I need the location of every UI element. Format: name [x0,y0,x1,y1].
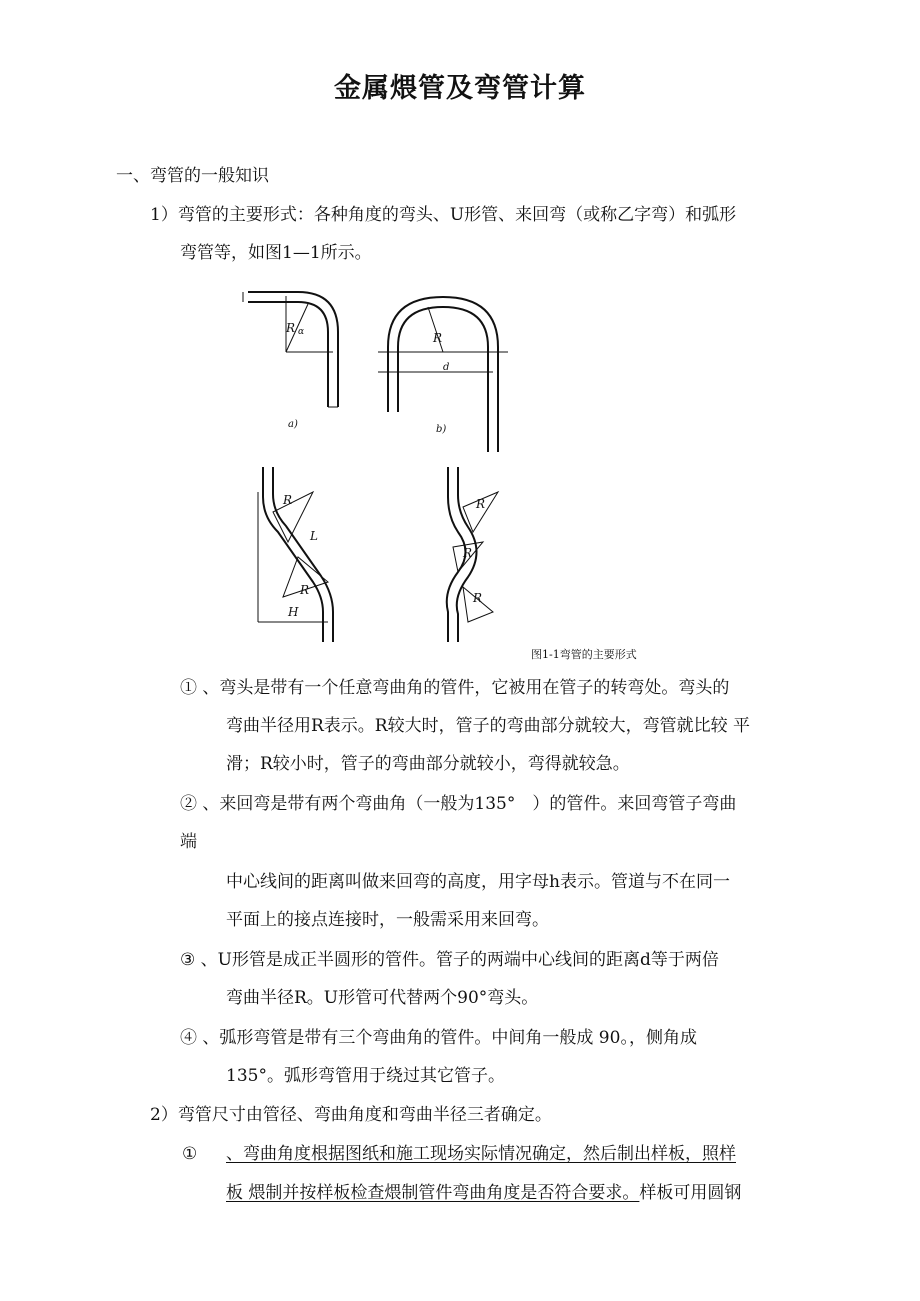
label-r-a: R [286,321,296,335]
label-r-c1: R [283,493,293,507]
sub1-marker: ① [182,1144,198,1164]
point1-line1: ① 、弯头是带有一个任意弯曲角的管件，它被用在管子的转弯处。弯头的 [180,678,730,698]
item2-line: 2）弯管尺寸由管径、弯曲角度和弯曲半径三者确定。 [150,1105,552,1125]
point2-line2: 端 [180,832,197,852]
point3-line2: 弯曲半径R。U形管可代替两个90°弯头。 [226,988,539,1008]
label-d: d [443,362,450,373]
label-r-d3: R [473,591,483,605]
item1-line1: 1）弯管的主要形式：各种角度的弯头、U形管、来回弯（或称乙字弯）和弧形 [150,205,737,225]
point1-line2: 弯曲半径用R表示。R较大时，管子的弯曲部分就较大，弯管就比较 平 [226,716,751,736]
label-r-b: R [433,331,443,345]
sub1-line2 [226,1181,741,1205]
arc-bend-diagram [447,467,498,642]
label-r-d1: R [476,497,486,511]
label-a: a) [288,419,298,430]
point4-line1: ④ 、弧形弯管是带有三个弯曲角的管件。中间角一般成 90。，侧角成 [180,1028,697,1048]
page-title: 金属煨管及弯管计算 [334,73,586,104]
label-r-d2: R [463,546,473,560]
figure-caption: 图1-1弯管的主要形式 [531,648,637,661]
label-l: L [310,529,318,543]
item1-line2: 弯管等，如图1—1所示。 [180,243,372,263]
label-angle: α [298,327,305,337]
label-r-c2: R [300,583,310,597]
point3-line1: ③ 、U形管是成正半圆形的管件。管子的两端中心线间的距离d等于两倍 [180,950,719,970]
point1-line3: 滑；R较小时，管子的弯曲部分就较小，弯得就较急。 [226,754,630,774]
point2-line3: 中心线间的距离叫做来回弯的高度，用字母h表示。管道与不在同一 [226,872,730,892]
label-b: b) [436,424,447,435]
elbow-diagram [243,292,338,407]
pipe-bends-figure [238,282,528,652]
sub1-line2-rest: 样板可用圆钢 [639,1183,742,1203]
point4-line2: 135°。弧形弯管用于绕过其它管子。 [226,1066,505,1086]
section-heading: 一、弯管的一般知识 [116,166,269,186]
sub1-line1: 、弯曲角度根据图纸和施工现场实际情况确定，然后制出样板，照样 [226,1144,736,1164]
sub1-line2-underlined: 板 煨制并按样板检查煨制管件弯曲角度是否符合要求。 [226,1183,640,1203]
point2-line4: 平面上的接点连接时，一般需采用来回弯。 [226,910,549,930]
point2-line1: ② 、来回弯是带有两个弯曲角（一般为135° ）的管件。来回弯管子弯曲 [180,794,737,814]
label-h: H [288,605,299,619]
